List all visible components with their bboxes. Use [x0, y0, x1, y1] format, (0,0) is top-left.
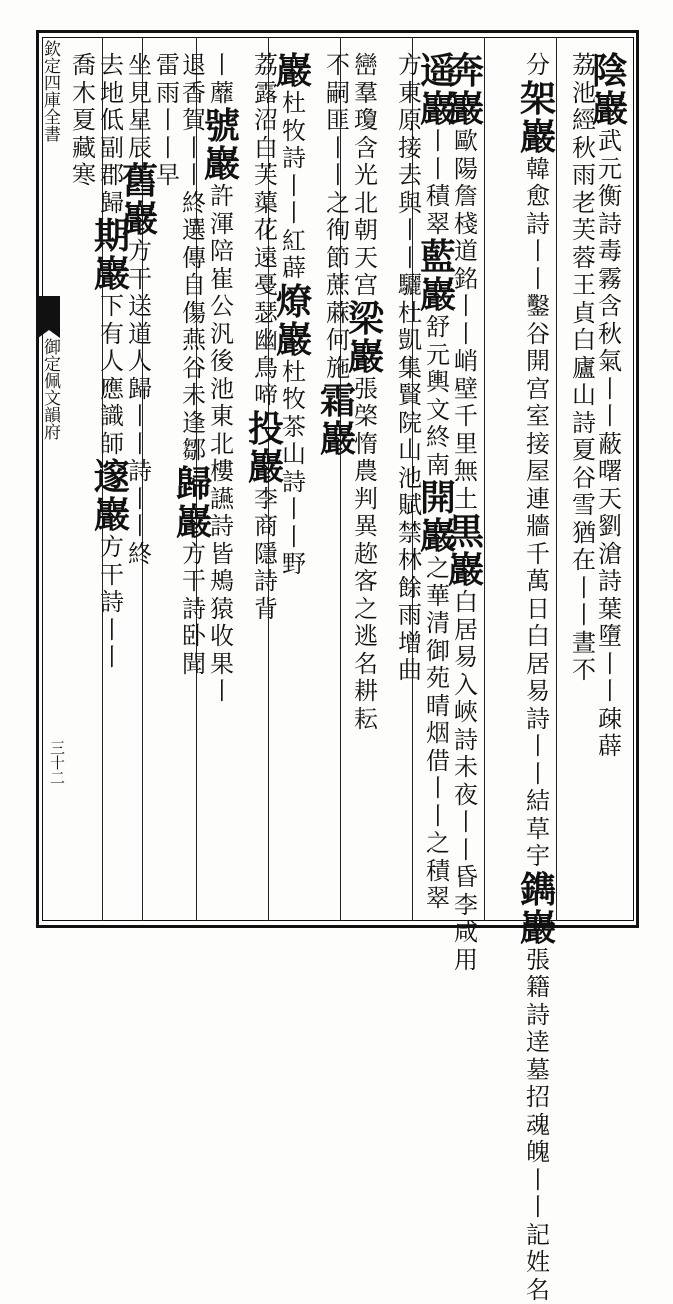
fishtail-mark [38, 296, 60, 330]
text-column: 坐 見 星 辰 舊 巖 方 干 送 道 人 歸 丨 丨 詩 丨 丨 終 [121, 51, 158, 568]
spine-header-text: 欽定四庫全書 [40, 40, 60, 142]
text-column: 荔 池 經 秋 雨 老 芙 蓉 王 貞 白 廬 山 詩 夏 谷 雪 猶 在 丨 丨 晝 不 [572, 51, 596, 684]
text-column: 雷 雨 丨 丨 早 [156, 51, 180, 189]
text-column: 喬 木 夏 藏 寒 [72, 51, 96, 189]
text-column: 去 地 低 副 郡 歸 期 巖 下 有 人 應 識 師 邃 巖 方 干 詩 丨 丨 [93, 51, 130, 671]
text-column: 巒 羣 瓊 含 光 北 朝 天 宫 梁 巖 張 棨 惰 農 判 異 趂 客 之 逃 名 耕 耘 [347, 51, 384, 733]
folio-number: 三十二 [48, 740, 66, 785]
text-column: 不 嗣 匪 丨 丨 之 徇 節 蔗 蔴 何 施 霜 巖 [319, 51, 356, 460]
text-column: 陰 巖 武 元 衡 詩 毒 霧 含 秋 氣 丨 丨 蔽 曙 天 劉 滄 詩 葉 墮 丨 丨 疎 薜 [591, 50, 628, 760]
text-column: 荔 露 沼 白 芙 蕖 花 遠 戞 瑟 幽 鳥 啼 投 巖 李 商 隱 詩 背 [247, 51, 284, 623]
text-column: 丨 蘼 號 巖 許 渾 陪 崔 公 汎 後 池 東 北 樓 讌 詩 皆 鴂 猿 收 果 丨 [203, 51, 240, 705]
text-column: 分 架 巖 韓 愈 詩 丨 丨 鑿 谷 開 宫 室 接 屋 連 牆 千 萬 日 白 居 易 詩 丨 丨 結 草 宇 鐫 巖 張 籍 詩 逹 墓 招 魂 魄 丨 丨 記 姓 名 [519, 51, 556, 1304]
text-column: 退 香 賀 丨 丨 終 選 傳 自 傷 燕 谷 未 逢 鄒 歸 巖 方 干 詩 卧 聞 [175, 51, 212, 678]
spine-title-text: 御定佩文韻府 [40, 338, 60, 440]
text-column: 奔 巖 歐 陽 詹 棧 道 銘 丨 丨 峭 壁 千 里 無 土 黒 巖 白 居 易 入 峽 詩 未 夜 丨 丨 昏 李 咸 用 [447, 50, 484, 974]
text-column: 巖 杜 牧 詩 丨 丨 紅 薜 燎 巖 杜 牧 茶 山 詩 丨 丨 野 [275, 50, 312, 578]
text-column: 遥 巖 丨 丨 積 翠 藍 巖 舒 元 輿 文 終 南 開 巖 之 華 清 御 苑 晴 烟 借 丨 丨 之 積 翠 [419, 50, 456, 912]
text-column: 方 東 原 接 去 與 丨 丨 驪 杜 凱 集 賢 院 山 池 賦 禁 林 餘 雨 增 曲 [398, 51, 422, 684]
